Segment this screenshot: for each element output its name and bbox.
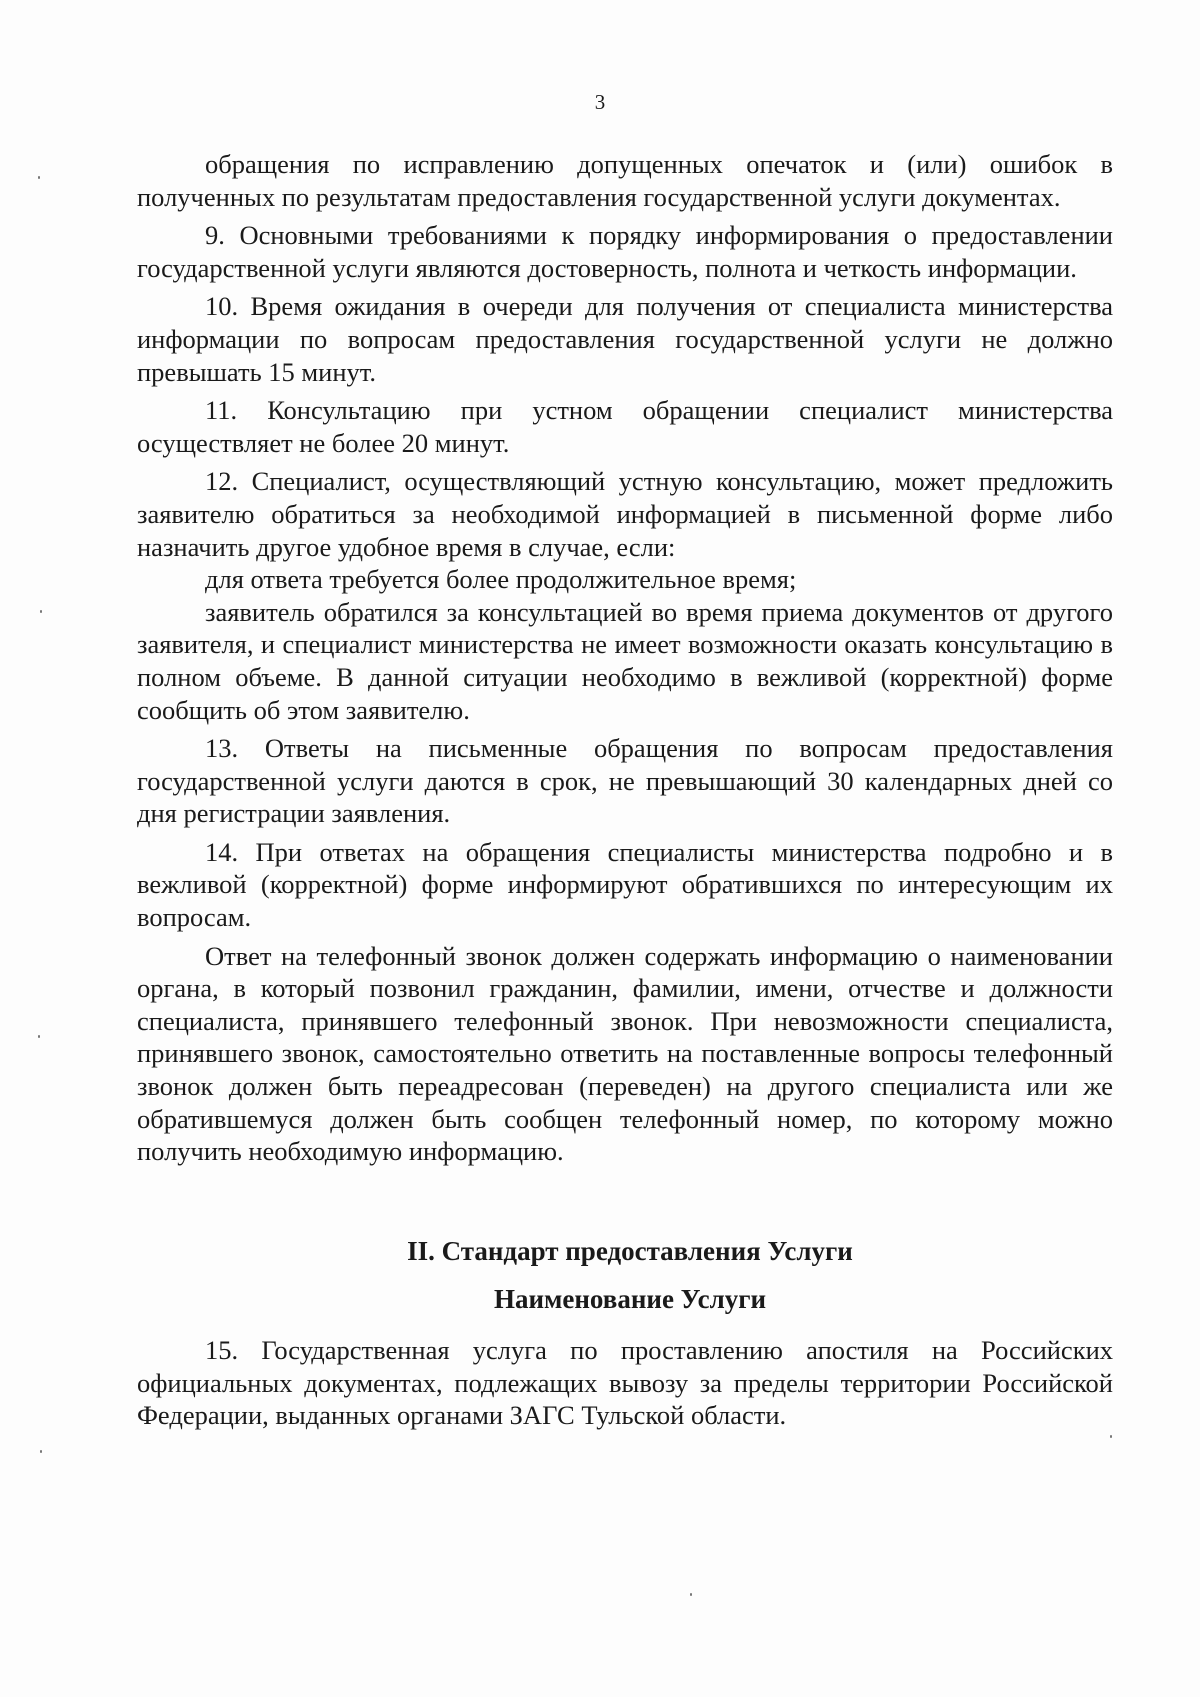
scan-speck bbox=[690, 1593, 692, 1596]
document-body bbox=[137, 148, 1113, 1168]
paragraph-12-item-2: заявитель обратился за консультацией во время приема документов от другого заявителя, и специалист министерства не имеет возможности оказать консультацию в полном объеме. В данной ситуации необходимо в вежливой (корректной) форме сообщить об этом заявителю. bbox=[137, 596, 1113, 725]
paragraph-11: 11. Консультацию при устном обращении специалист министерства осуществляет не более 20 минут. bbox=[137, 395, 1113, 458]
scan-speck bbox=[40, 1450, 42, 1453]
scan-speck bbox=[38, 176, 40, 179]
paragraph-12-item-1: для ответа требуется более продолжительное время; bbox=[205, 564, 797, 595]
scan-speck bbox=[40, 610, 42, 613]
section-subtitle: Наименование Услуги bbox=[493, 1284, 767, 1314]
section-body bbox=[137, 1334, 1113, 1432]
paragraph-9: 9. Основными требованиями к порядку информирования о предоставлении государственной услуги являются достоверность, полнота и четкость информации. bbox=[137, 220, 1113, 283]
scan-speck bbox=[38, 1035, 40, 1038]
paragraph-10: 10. Время ожидания в очереди для получения от специалиста министерства информации по вопросам предоставления государственной услуги не должно превышать 15 минут. bbox=[137, 291, 1113, 387]
scan-speck bbox=[1110, 1435, 1112, 1438]
paragraph-telephone: Ответ на телефонный звонок должен содержать информацию о наименовании органа, в который позвонил гражданин, фамилии, имени, отчестве и должности специалиста, принявшего телефонный звонок. При невозможности специалиста, принявшего звонок, самостоятельно ответить на поставленные вопросы телефонный звонок должен быть переадресован (переведен) на другого специалиста или же обратившемуся должен быть сообщен телефонный номер, по которому можно получить необходимую информацию. bbox=[137, 940, 1113, 1167]
paragraph-13: 13. Ответы на письменные обращения по вопросам предоставления государственной услуги даются в срок, не превышающий 30 календарных дней со дня регистрации заявления. bbox=[137, 733, 1113, 829]
paragraph-14: 14. При ответах на обращения специалисты министерства подробно и в вежливой (корректной) форме информируют обратившихся по интересующим их вопросам. bbox=[137, 836, 1113, 933]
paragraph-15: 15. Государственная услуга по проставлению апостиля на Российских официальных документах, подлежащих вывозу за пределы территории Российской Федерации, выданных органами ЗАГС Тульской области. bbox=[137, 1335, 1113, 1431]
paragraph-12: 12. Специалист, осуществляющий устную консультацию, может предложить заявителю обратиться за необходимой информацией в письменной форме либо назначить другое удобное время в случае, если: bbox=[137, 466, 1113, 562]
paragraph-continuation: обращения по исправлению допущенных опечаток и (или) ошибок в полученных по результатам предоставления государственной услуги документах. bbox=[137, 149, 1113, 212]
section-title: II. Стандарт предоставления Услуги bbox=[407, 1236, 853, 1266]
page-number: 3 bbox=[594, 90, 606, 114]
